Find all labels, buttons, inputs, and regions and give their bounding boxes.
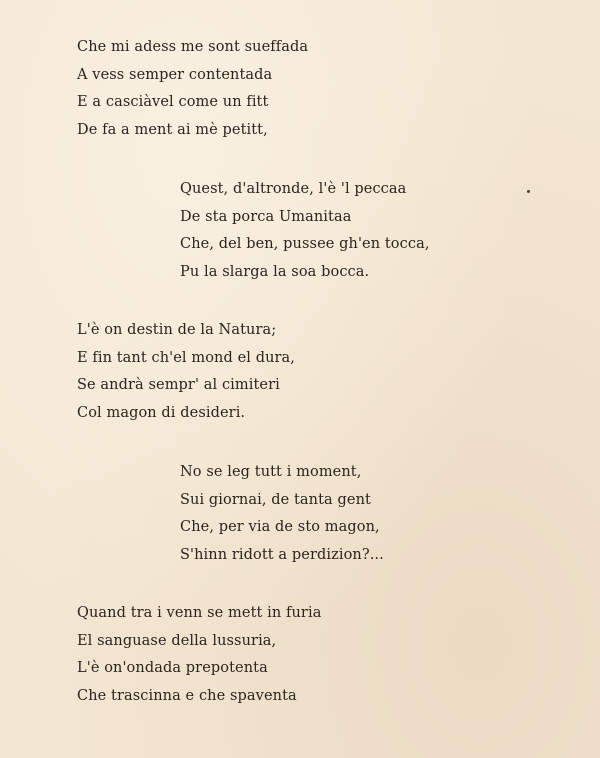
poem-line: Pu la slarga la soa bocca. bbox=[180, 263, 370, 280]
poem-line: Col magon di desideri. bbox=[77, 404, 246, 421]
stanza-3 bbox=[77, 317, 295, 427]
stanza-5 bbox=[77, 600, 321, 710]
poem-line: De fa a ment ai mè petitt, bbox=[77, 121, 268, 138]
poem-line: Che trascinna e che spaventa bbox=[77, 687, 297, 704]
poem-line: No se leg tutt i moment, bbox=[180, 464, 362, 480]
poem-line: L'è on'ondada prepotenta bbox=[77, 660, 268, 676]
poem-line: A vess semper contentada bbox=[77, 66, 273, 83]
stanza-1 bbox=[77, 34, 308, 144]
poem-line: E fin tant ch'el mond el dura, bbox=[77, 349, 296, 366]
stanza-2 bbox=[180, 176, 430, 286]
poem-line: E a casciàvel come un fitt bbox=[77, 94, 269, 110]
poem-line: Se andrà sempr' al cimiteri bbox=[77, 377, 280, 393]
paper-speck bbox=[527, 190, 530, 193]
poem-line: L'è on destin de la Natura; bbox=[77, 322, 277, 338]
poem-line: Quand tra i venn se mett in furia bbox=[77, 605, 322, 621]
poem-line: El sanguase della lussuria, bbox=[77, 632, 277, 649]
poem-line: Quest, d'altronde, l'è 'l peccaa bbox=[180, 181, 407, 197]
poem-line: Che mi adess me sont sueffada bbox=[77, 39, 309, 55]
poem-line: S'hinn ridott a perdizion?... bbox=[180, 546, 384, 563]
stanza-4 bbox=[180, 459, 384, 569]
poem-line: Che, per via de sto magon, bbox=[180, 519, 380, 535]
poem-line: Che, del ben, pussee gh'en tocca, bbox=[180, 236, 430, 252]
poem-line: De sta porca Umanitaa bbox=[180, 208, 352, 225]
poem-line: Sui giornai, de tanta gent bbox=[180, 491, 371, 508]
